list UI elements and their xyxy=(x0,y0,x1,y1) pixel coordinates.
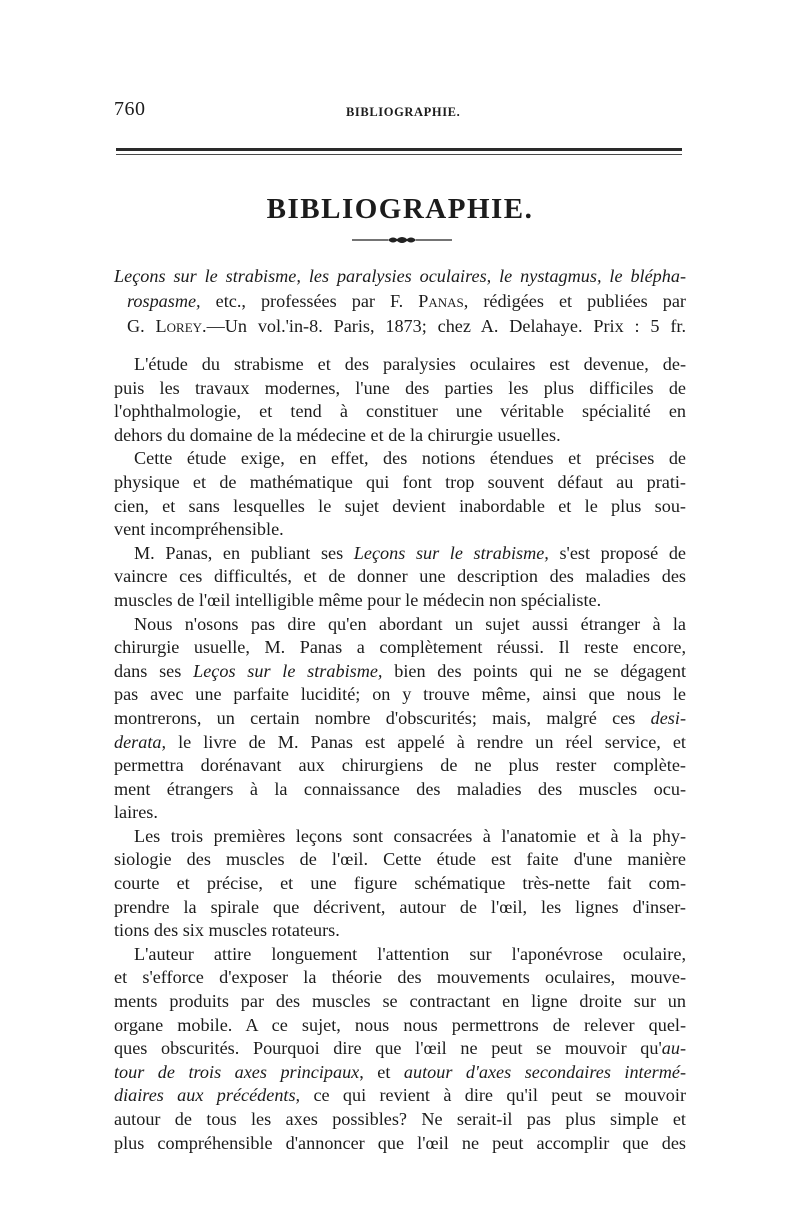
citation-book-title: Leçons sur le strabisme, les paralysies oculaires, le nystagmus, le blépha- xyxy=(114,266,686,286)
article-title: BIBLIOGRAPHIE. xyxy=(266,193,534,225)
italic-phrase: tour de trois axes principaux xyxy=(114,1061,360,1082)
text-line xyxy=(114,1084,686,1108)
citation-block xyxy=(114,264,686,339)
text-line xyxy=(114,660,686,684)
text-line xyxy=(114,542,686,566)
text-line: autour de tous les axes possibles? Ne serait-il pas plus simple et xyxy=(114,1109,686,1129)
text-line: L'auteur attire longuement l'attention sur l'aponévrose oculaire, xyxy=(134,943,686,964)
text-run: ce qui revient à dire qu'il peut se mouvoir xyxy=(300,1085,686,1106)
text-line: pas avec une parfaite lucidité; on y trouve même, ainsi que nous le xyxy=(114,684,686,705)
text-line: Cette étude exige, en effet, des notions étendues et précises de xyxy=(134,448,686,469)
text-line: muscles de l'œil intelligible même pour le médecin non spécialiste. xyxy=(114,589,602,610)
running-head xyxy=(114,98,686,126)
text-run: montrerons, un certain nombre d'obscurités; mais, malgré ces xyxy=(114,707,651,728)
header-rule-thick xyxy=(116,148,682,151)
citation-line xyxy=(114,314,686,339)
italic-phrase: diaires aux précédents, xyxy=(114,1085,301,1106)
text-line: dehors du domaine de la médecine et de la chirurgie usuelles. xyxy=(114,424,561,445)
text-line: ments produits par des muscles se contractant en ligne droite sur un xyxy=(114,991,686,1012)
citation-text: etc., professées par F. xyxy=(200,291,419,311)
page-number: 760 xyxy=(114,98,146,120)
italic-title: Leços sur le strabisme, xyxy=(193,660,383,681)
text-line: siologie des muscles de l'œil. Cette étude est faite d'une manière xyxy=(114,849,686,870)
citation-book-title-cont: rospasme, xyxy=(127,291,201,311)
text-run: dans ses xyxy=(114,660,194,681)
text-line xyxy=(114,1061,686,1085)
text-line: laires. xyxy=(114,802,158,823)
text-line xyxy=(114,1037,686,1061)
text-run: ques obscurités. Pourquoi dire que l'œil ne peut se mouvoir qu' xyxy=(114,1038,662,1059)
text-run: bien des points qui ne se dégagent xyxy=(382,660,686,681)
text-line: courte et précise, et une figure schématique très-nette fait com- xyxy=(114,873,686,894)
text-line: vaincre ces difficultés, et de donner une description des maladies des xyxy=(114,566,686,587)
header-rule-thin xyxy=(116,154,682,155)
text-run: M. Panas, en publiant ses xyxy=(134,542,354,563)
text-line: puis les travaux modernes, l'une des parties les plus difficiles de xyxy=(114,377,686,398)
italic-title: Leçons sur le strabisme, xyxy=(353,542,549,563)
text-line xyxy=(114,707,686,731)
text-line: prendre la spirale que décrivent, autour de l'œil, les lignes d'inser- xyxy=(114,896,686,917)
text-line: chirurgie usuelle, M. Panas a complètement réussi. Il reste encore, xyxy=(114,637,686,658)
text-line: ment étrangers à la connaissance des maladies des muscles ocu- xyxy=(114,778,686,799)
text-run: s'est proposé de xyxy=(548,542,687,563)
text-line: l'ophthalmologie, et tend à constituer une véritable spécialité en xyxy=(114,401,686,422)
italic-word: desi- xyxy=(650,707,686,728)
text-line: tions des six muscles rotateurs. xyxy=(114,920,340,941)
citation-author: Panas xyxy=(418,291,464,311)
text-line: physique et de mathématique qui font trop souvent défaut au prati- xyxy=(114,471,686,492)
body-text xyxy=(114,353,686,1155)
text-line: Nous n'osons pas dire qu'en abordant un sujet aussi étranger à la xyxy=(134,613,686,634)
italic-word: derata, xyxy=(114,731,167,752)
text-line: vent incompréhensible. xyxy=(114,519,284,540)
citation-text: , rédigées et publiées par xyxy=(463,291,686,311)
italic-phrase: au- xyxy=(661,1038,686,1059)
ornament-divider xyxy=(352,232,452,248)
citation-text: G. xyxy=(127,316,156,336)
text-line: plus compréhensible d'annoncer que l'œil ne peut accomplir que des xyxy=(114,1132,686,1153)
text-line: Les trois premières leçons sont consacrées à l'anatomie et à la phy- xyxy=(134,825,686,846)
running-title: BIBLIOGRAPHIE. xyxy=(346,105,461,119)
text-line xyxy=(114,731,686,755)
text-line: permettra dorénavant aux chirurgiens de ne plus rester complète- xyxy=(114,755,686,776)
text-line: organe mobile. A ce sujet, nous nous permettrons de relever quel- xyxy=(114,1014,686,1035)
text-line: cien, et sans lesquelles le sujet devient inabordable et le plus sou- xyxy=(114,495,686,516)
citation-editor: Lorey xyxy=(155,316,203,336)
text-line: et s'efforce d'exposer la théorie des mouvements oculaires, mouve- xyxy=(114,967,686,988)
text-run: le livre de M. Panas est appelé à rendre un réel service, et xyxy=(166,731,686,752)
citation-text: .—Un vol.'in-8. Paris, 1873; chez A. Delahaye. Prix : 5 fr. xyxy=(202,316,686,336)
citation-line xyxy=(114,289,686,314)
italic-phrase: autour d'axes secondaires intermé- xyxy=(403,1061,686,1082)
text-run: , et xyxy=(359,1061,404,1082)
text-line: L'étude du strabisme et des paralysies oculaires est devenue, de- xyxy=(134,354,686,374)
citation-line xyxy=(114,264,686,289)
